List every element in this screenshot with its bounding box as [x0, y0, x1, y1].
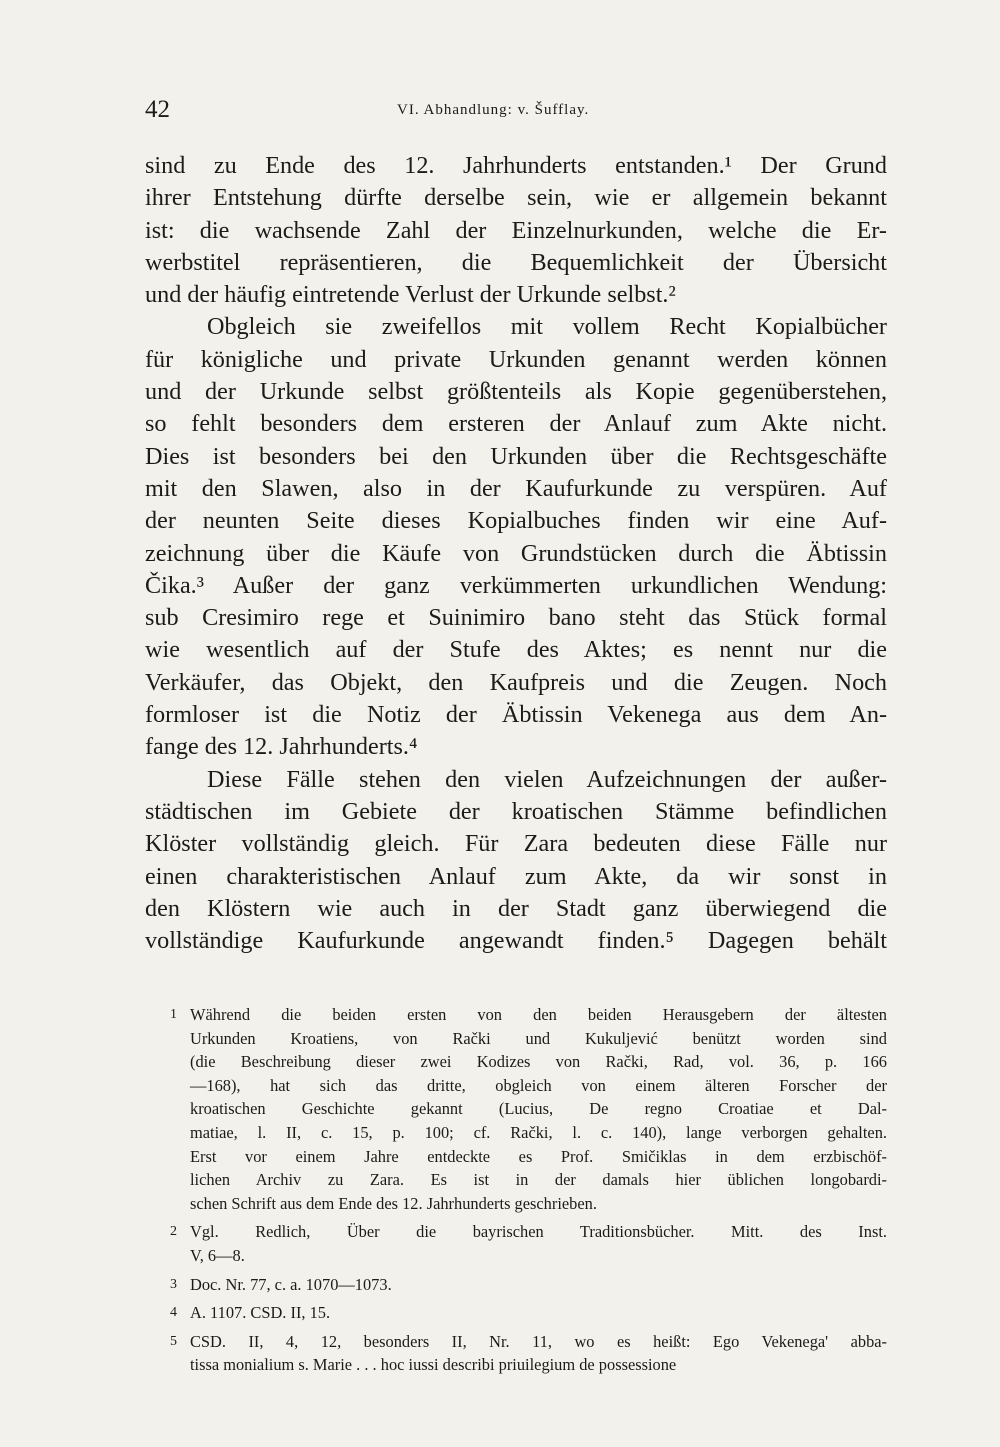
footnote-line	[170, 1050, 887, 1074]
text-line: für königliche und private Urkunden genannt werden können	[145, 345, 887, 373]
text-line: Verkäufer, das Objekt, den Kaufpreis und die Zeugen. Noch	[145, 668, 887, 696]
footnote-text: Während die beiden ersten von den beiden Herausgebern der ältesten	[190, 1005, 887, 1024]
footnote-text: A. 1107. CSD. II, 15.	[190, 1303, 331, 1323]
footnote	[170, 1301, 887, 1325]
text-line: Klöster vollständig gleich. Für Zara bedeuten diese Fälle nur	[145, 830, 887, 858]
text-line: und der Urkunde selbst größtenteils als Kopie gegenüberstehen,	[145, 378, 887, 406]
text-line: werbstitel repräsentieren, die Bequemlichkeit der Übersicht	[145, 248, 887, 276]
footnote-line	[170, 1244, 887, 1268]
text-line: einen charakteristischen Anlauf zum Akte, da wir sonst in	[145, 862, 887, 890]
footnote	[170, 1330, 887, 1377]
text-line: mit den Slawen, also in der Kaufurkunde zu verspüren. Auf	[145, 474, 887, 502]
text-line: Obgleich sie zweifellos mit vollem Recht Kopialbücher	[207, 313, 887, 341]
text-line: ihrer Entstehung dürfte derselbe sein, wie er allgemein bekannt	[145, 184, 887, 212]
footnote-number: 3	[170, 1276, 177, 1292]
footnotes	[170, 1003, 887, 1377]
footnote-text: V, 6—8.	[190, 1245, 245, 1265]
footnote-line	[170, 1353, 887, 1377]
running-title: VI. Abhandlung: v. Šufflay.	[397, 102, 590, 118]
footnote-text: schen Schrift aus dem Ende des 12. Jahrhunderts geschrieben.	[190, 1193, 597, 1213]
footnote-line	[170, 1074, 887, 1098]
footnote-line	[170, 1121, 887, 1145]
footnote-text: (die Beschreibung dieser zwei Kodizes von Rački, Rad, vol. 36, p. 166	[190, 1052, 887, 1072]
footnote-number: 5	[170, 1333, 177, 1349]
footnote-line	[170, 1145, 887, 1169]
footnote-text: Erst vor einem Jahre entdeckte es Prof. Smičiklas in dem erzbischöf-	[190, 1146, 887, 1166]
text-line: städtischen im Gebiete der kroatischen Stämme befindlichen	[145, 797, 887, 825]
text-line: Čika.³ Außer der ganz verkümmerten urkundlichen Wendung:	[145, 571, 887, 599]
text-line: formloser ist die Notiz der Äbtissin Vekenega aus dem An-	[145, 701, 887, 729]
footnote	[170, 1273, 887, 1297]
page-number: 42	[145, 96, 170, 123]
main-text	[145, 150, 887, 957]
footnote-line	[170, 1273, 887, 1297]
text-line: zeichnung über die Käufe von Grundstücken durch die Äbtissin	[145, 539, 887, 567]
text-line: sub Cresimiro rege et Suinimiro bano steht das Stück formal	[145, 604, 887, 632]
page-header	[145, 96, 887, 126]
footnote-text: —168), hat sich das dritte, obgleich von einem älteren Forscher der	[190, 1075, 887, 1095]
text-line: Diese Fälle stehen den vielen Aufzeichnungen der außer-	[207, 765, 887, 793]
text-line: den Klöstern wie auch in der Stadt ganz überwiegend die	[145, 894, 887, 922]
text-line: wie wesentlich auf der Stufe des Aktes; es nennt nur die	[145, 636, 887, 664]
footnote-text: Vgl. Redlich, Über die bayrischen Traditionsbücher. Mitt. des Inst.	[190, 1222, 887, 1242]
footnote-line	[170, 1220, 887, 1244]
footnote-text: lichen Archiv zu Zara. Es ist in der damals hier üblichen longobardi-	[190, 1170, 887, 1190]
footnote-line	[170, 1097, 887, 1121]
footnote-line	[170, 1301, 887, 1325]
footnote-line	[170, 1027, 887, 1051]
text-line: und der häufig eintretende Verlust der Urkunde selbst.²	[145, 281, 676, 309]
footnote-line	[170, 1330, 887, 1354]
footnote-line	[170, 1192, 887, 1216]
text-line: ist: die wachsende Zahl der Einzelnurkunden, welche die Er-	[145, 216, 887, 244]
footnote-line	[170, 1168, 887, 1192]
footnote-text: CSD. II, 4, 12, besonders II, Nr. 11, wo es heißt: Ego Vekenega' abba-	[190, 1331, 887, 1351]
footnote-text: Urkunden Kroatiens, von Rački und Kukuljević benützt worden sind	[190, 1028, 887, 1048]
footnote-number: 2	[170, 1224, 177, 1240]
footnote	[170, 1003, 887, 1215]
footnote-number: 4	[170, 1305, 177, 1321]
footnote-text: matiae, l. II, c. 15, p. 100; cf. Rački, l. c. 140), lange verborgen gehalten.	[190, 1122, 887, 1142]
footnote	[170, 1220, 887, 1267]
text-line: vollständige Kaufurkunde angewandt finden.⁵ Dagegen behält	[145, 927, 887, 955]
text-line: Dies ist besonders bei den Urkunden über die Rechtsgeschäfte	[145, 442, 887, 470]
footnote-number: 1	[170, 1007, 177, 1022]
footnote-text: Doc. Nr. 77, c. a. 1070—1073.	[190, 1274, 392, 1294]
footnote-line	[170, 1003, 887, 1027]
text-line: sind zu Ende des 12. Jahrhunderts entstanden.¹ Der Grund	[145, 152, 887, 179]
footnote-text: kroatischen Geschichte gekannt (Lucius, De regno Croatiae et Dal-	[190, 1099, 887, 1119]
footnote-text: tissa monialium s. Marie . . . hoc iussi describi priuilegium de possessione	[190, 1355, 677, 1375]
text-line: fange des 12. Jahrhunderts.⁴	[145, 733, 418, 761]
text-line: so fehlt besonders dem ersteren der Anlauf zum Akte nicht.	[145, 410, 887, 438]
text-line: der neunten Seite dieses Kopialbuches finden wir eine Auf-	[145, 507, 887, 535]
